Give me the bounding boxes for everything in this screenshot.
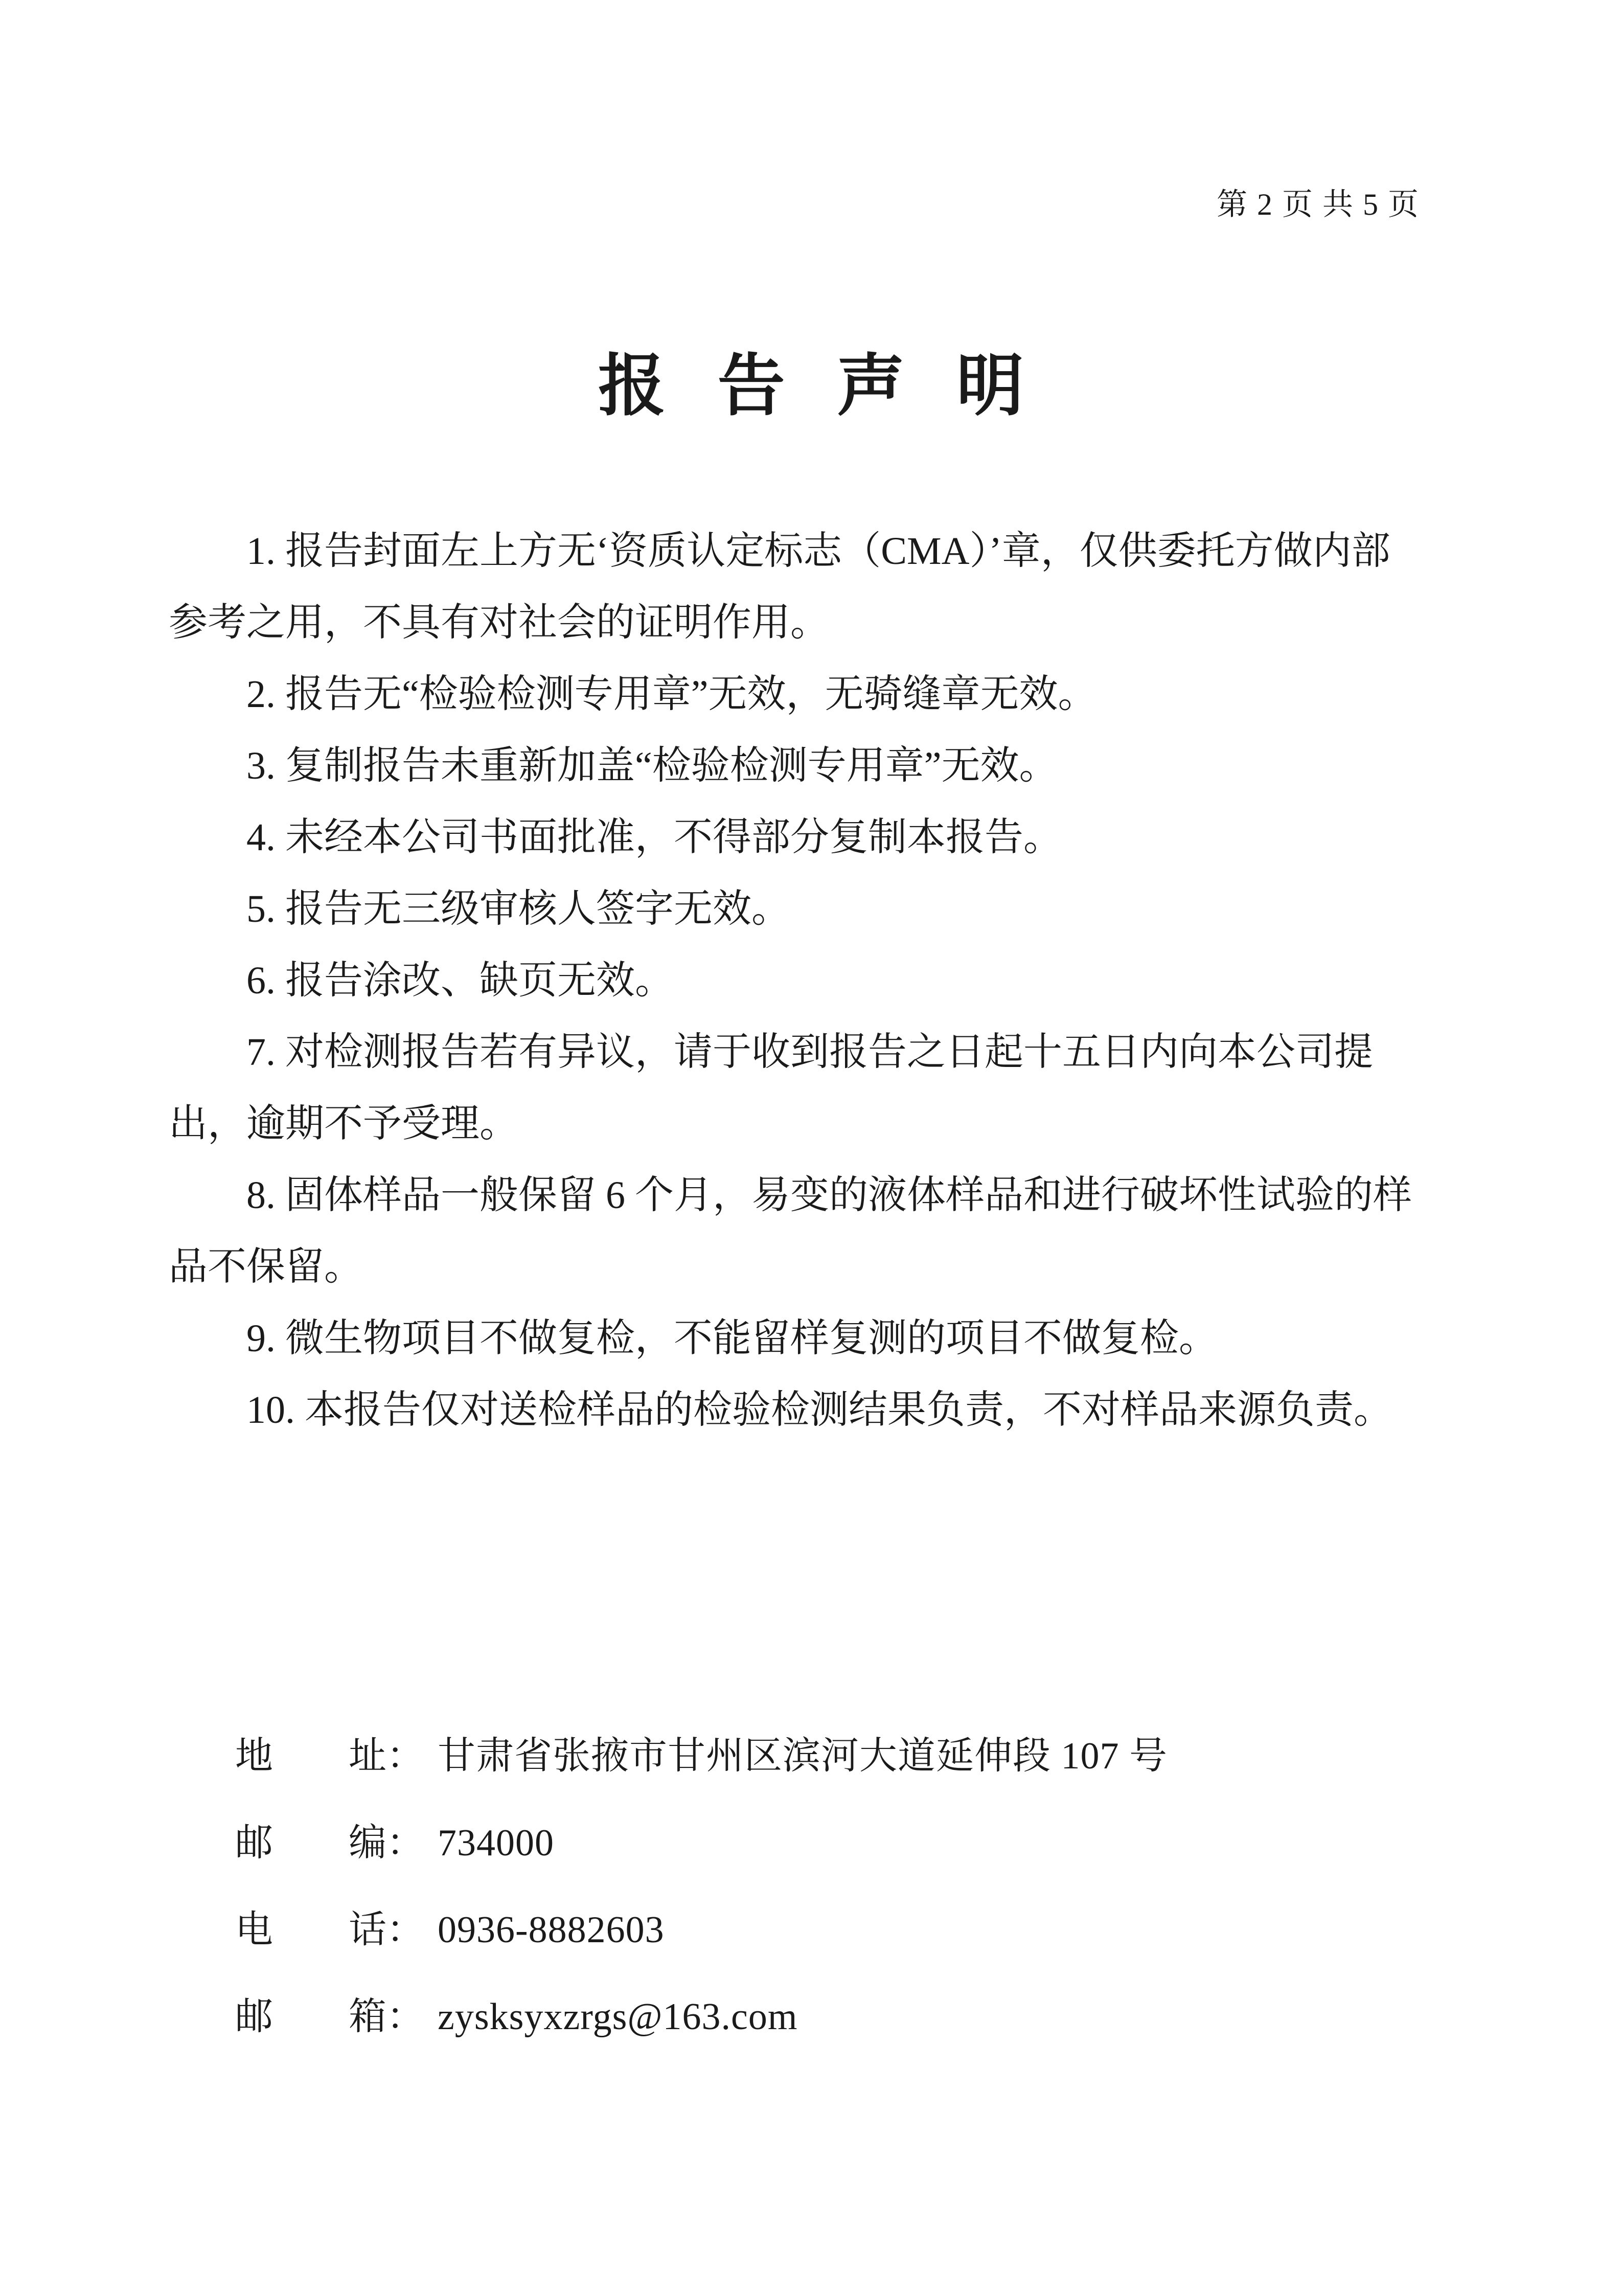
- statement-line: 品不保留。: [169, 1245, 363, 1288]
- contact-label-address: 地 址：: [235, 1735, 424, 1777]
- contact-value-email: zysksyxzrgs@163.com: [438, 1996, 798, 2038]
- statement-line: 10. 本报告仅对送检样品的检验检测结果负责，不对样品来源负责。: [246, 1389, 1392, 1431]
- statement-line: 8. 固体样品一般保留 6 个月，易变的液体样品和进行破坏性试验的样: [246, 1174, 1412, 1217]
- page-title: 报 告 声 明: [598, 349, 1042, 424]
- contact-label-postcode: 邮 编：: [235, 1822, 424, 1864]
- statement-line: 3. 复制报告未重新加盖“检验检测专用章”无效。: [246, 744, 1058, 787]
- contact-label-email: 邮 箱：: [235, 1996, 424, 2038]
- statement-line: 1. 报告封面左上方无‘资质认定标志（CMA）’章，仅供委托方做内部: [246, 530, 1390, 573]
- contact-row-email: [235, 1973, 1168, 2060]
- statement-line: 5. 报告无三级审核人签字无效。: [246, 888, 790, 930]
- statement-line: 6. 报告涂改、缺页无效。: [246, 959, 674, 1002]
- statement-line: 7. 对检测报告若有异议，请于收到报告之日起十五日内向本公司提: [246, 1031, 1373, 1074]
- contact-value-address: 甘肃省张掖市甘州区滨河大道延伸段 107 号: [438, 1735, 1168, 1777]
- contact-block: [235, 1713, 1168, 2060]
- statement-line: 2. 报告无“检验检测专用章”无效，无骑缝章无效。: [246, 673, 1097, 716]
- contact-row-address: [235, 1713, 1168, 1800]
- contact-value-postcode: 734000: [438, 1822, 554, 1864]
- contact-row-postcode: [235, 1800, 1168, 1886]
- contact-value-phone: 0936-8882603: [438, 1909, 665, 1951]
- statement-line: 9. 微生物项目不做复检，不能留样复测的项目不做复检。: [246, 1317, 1218, 1360]
- statement-line: 出，逾期不予受理。: [169, 1102, 518, 1145]
- contact-label-phone: 电 话：: [235, 1909, 424, 1951]
- page-number: 第 2 页 共 5 页: [1217, 188, 1420, 221]
- statement-line: 参考之用，不具有对社会的证明作用。: [169, 601, 829, 644]
- statement-line: 4. 未经本公司书面批准，不得部分复制本报告。: [246, 816, 1062, 859]
- contact-row-phone: [235, 1886, 1168, 1973]
- statement-list: [169, 515, 1462, 1446]
